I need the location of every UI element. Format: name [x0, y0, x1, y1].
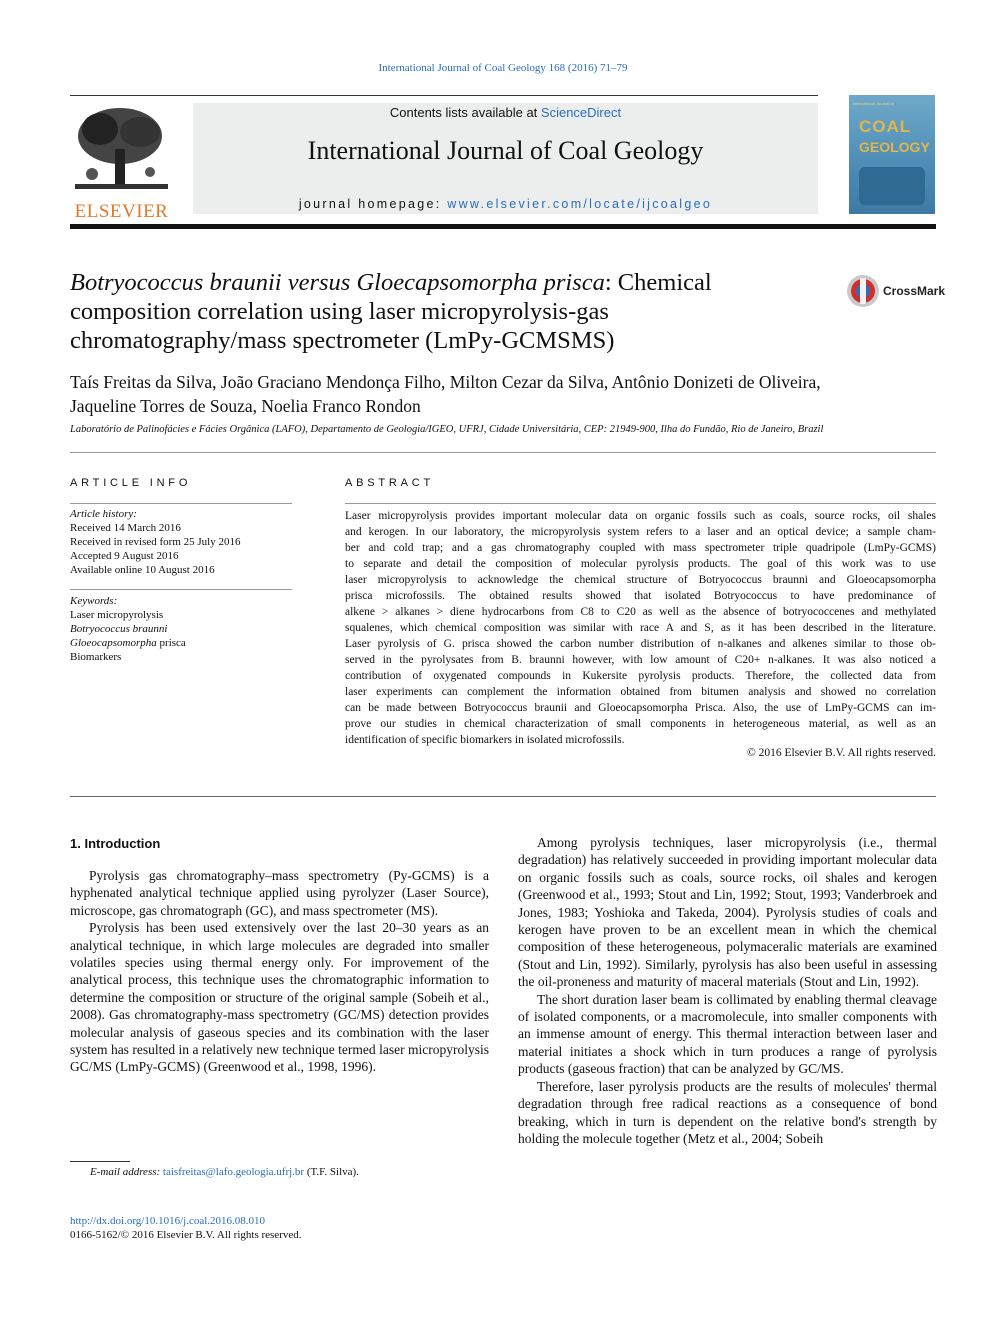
affiliation: Laboratório de Palinofácies e Fácies Orgânica (LAFO), Departamento de Geologia/IGEO, UFRJ, Cidade Universitária, CEP: 21949-900, Ilha do Fundão, Rio de Janeiro, Brazil — [70, 424, 824, 435]
authors-line1: Taís Freitas da Silva, João Graciano Mendonça Filho, Milton Cezar da Silva, Antônio Donizeti de Oliveira, — [70, 372, 821, 392]
abstract-line: to separate and detail the composition of molecular pyrolysis products. The goal of this work was to use — [345, 558, 936, 570]
email-link[interactable]: taisfreitas@lafo.geologia.ufrj.br — [162, 1166, 305, 1178]
crossmark-badge[interactable] — [846, 274, 946, 310]
journal-cover[interactable] — [849, 95, 935, 214]
authors-line2: Jaqueline Torres de Souza, Noelia Franco Rondon — [70, 396, 421, 416]
abstract-line: Laser micropyrolysis provides important molecular data on organic fossils such as coals, source rocks, oil shales — [345, 510, 936, 522]
title-line2: composition correlation using laser micropyrolysis-gas — [70, 298, 609, 325]
section-heading: 1. Introduction — [70, 836, 161, 851]
paragraph: The short duration laser beam is collimated by enabling thermal cleavage of isolated components, or a macromolecule, into smaller components with an immense amount of energy. This thermal interaction between laser and material initiates a shock which in turn produces a range of pyrolysis products (gaseous fraction) that can be analyzed by GC/MS. — [518, 991, 937, 1077]
keywords-label: Keywords: — [70, 595, 118, 607]
paragraph: Therefore, laser pyrolysis products are the results of molecules' thermal degradation through free radical reactions as a consequence of bond breaking, which in turn is dependent on the relative bond's strength by holding the molecule together (Metz et al., 2004; Sobeih — [518, 1078, 937, 1146]
cover-title-geology: GEOLOGY — [859, 139, 930, 155]
abstract-line: served in the pyrolysates from B. braunni however, with low amount of C20+ n-alkanes. It was also noticed a — [345, 654, 936, 666]
abstract-line: laser micropyrolysis to acknowledge the chemical structure of Botryococcus braunni and Gloeocapsomorpha — [345, 574, 936, 586]
sciencedirect-link[interactable]: ScienceDirect — [540, 105, 622, 120]
body-left-column — [70, 867, 489, 1076]
abstract-line: identification of specific biomarkers in isolated microfossils. — [345, 734, 625, 746]
keyword-item: Laser micropyrolysis — [70, 609, 164, 621]
abstract-line: alkene > alkanes > diene hydrocarbons from C8 to C20 as well as the absence of botryococcenes and methylated — [345, 606, 936, 618]
keyword-italic: Gloeocapsomorpha — [70, 637, 157, 649]
keyword-rest: prisca — [156, 637, 186, 649]
paragraph: Among pyrolysis techniques, laser micropyrolysis (i.e., thermal degradation) has relatively succeeded in providing important molecular data on organic fossils such as coals, source rocks, oil shales and kerogen (Greenwood et al., 1993; Stout and Lin, 1992; Stout, 1993; Vanderbroek and Jones, 1983; Yoshioka and Takeda, 2004). Pyrolysis studies of coals and kerogen have proven to be an excellent mean in which the chemical composition of these heterogeneous, polymaceralic materials are examined (Stout and Lin, 1992). Similarly, pyrolysis has also been useful in assessing the oil-proneness and maturity of maceral materials (Stout and Lin, 1992). — [518, 835, 937, 990]
contents-available — [193, 105, 818, 120]
homepage-prefix: journal homepage: — [298, 197, 448, 211]
homepage-link[interactable]: www.elsevier.com/locate/ijcoalgeo — [447, 197, 713, 211]
title-species: Botryococcus braunii versus Gloecapsomorpha prisca — [70, 269, 605, 296]
keyword-item — [70, 636, 292, 650]
article-info-rule — [70, 503, 292, 504]
footnote-email — [90, 1166, 359, 1178]
elsevier-wordmark: ELSEVIER — [74, 201, 169, 222]
keyword-item: Biomarkers — [70, 651, 122, 663]
email-rest: (T.F. Silva). — [304, 1166, 359, 1178]
abstract-rule — [345, 503, 936, 504]
author-list — [70, 370, 936, 418]
journal-citation[interactable]: International Journal of Coal Geology 168 (2016) 71–79 — [378, 62, 628, 74]
keyword-item: Botryococcus braunni — [70, 623, 168, 635]
cover-title-coal: COAL — [859, 117, 912, 136]
cover-rock-image — [859, 167, 925, 205]
abstract-line: can be made between Botryococcus braunii and Gloeocapsomorpha Prisca. Also, the use of LmPy-GCMS can im- — [345, 702, 936, 714]
abstract-line: laser experiments can complement the information obtained from bitumen analysis and showed no correlation — [345, 686, 936, 698]
journal-title: International Journal of Coal Geology — [307, 136, 704, 165]
abstract-line: prove our studies in chemical characterization of small components in heterogeneous material, as well as an — [345, 718, 936, 730]
header-thick-rule — [70, 224, 936, 229]
crossmark-label: CrossMark — [883, 284, 946, 298]
title-line3: chromatography/mass spectrometer (LmPy-GCMSMS) — [70, 327, 615, 354]
abstract-line: contribution of oxygenated compounds in Kukersite pyrolysis products. Therefore, the collected data from — [345, 670, 936, 682]
keywords — [70, 594, 292, 664]
abstract-line: prisca microfossils. The obtained results showed that isolated Botryococcus to have predominance of — [345, 590, 936, 602]
crossmark-icon — [846, 274, 880, 308]
contents-prefix: Contents lists available at — [389, 105, 541, 120]
history-label: Article history: — [70, 508, 137, 520]
article-info-heading: ARTICLE INFO — [70, 477, 192, 489]
email-label: E-mail address: — [90, 1166, 163, 1178]
cover-subtitle: International Journal of — [853, 101, 894, 106]
body-right-column — [518, 834, 937, 1147]
issn-line: 0166-5162/© 2016 Elsevier B.V. All rights reserved. — [70, 1229, 302, 1241]
doi-link[interactable]: http://dx.doi.org/10.1016/j.coal.2016.08.010 — [70, 1215, 266, 1227]
journal-homepage — [193, 197, 818, 211]
footnote-rule — [70, 1161, 130, 1162]
elsevier-logo — [70, 104, 173, 222]
abstract-line: and kerogen. In our laboratory, the micropyrolysis system refers to a laser and an optical device; a sample cham- — [345, 526, 936, 538]
abstract-line: squalenes, which chemical composition was similar with race A and S, as it has been described in the literature. — [345, 622, 936, 634]
abstract-heading: ABSTRACT — [345, 477, 435, 489]
article-title — [70, 268, 760, 355]
abstract-line: ber and cold trap; and a gas chromatography coupled with mass spectrometer triple quadripole (LmPy-GCMS) — [345, 542, 936, 554]
paragraph: Pyrolysis has been used extensively over the last 20–30 years as an analytical technique, in which large molecules are degraded into smaller volatiles species using thermal energy only. For improvement of the analytical process, this technique uses the chromatographic information to determine the composition or structure of the original sample (Sobeih et al., 2008). Gas chromatography-mass spectrometry (GC/MS) detection provides molecular analysis of gaseous species and its combination with the laser system has resulted in a relatively new technique termed laser micropyrolysis GC/MS (LmPy-GCMS) (Greenwood et al., 1998, 1996). — [70, 920, 489, 1075]
header-top-rule — [70, 95, 818, 96]
abstract-bottom-rule — [70, 796, 936, 797]
history-online: Available online 10 August 2016 — [70, 564, 215, 576]
abstract-copyright: © 2016 Elsevier B.V. All rights reserved. — [747, 747, 936, 759]
affiliation-rule — [70, 452, 936, 453]
history-revised: Received in revised form 25 July 2016 — [70, 536, 241, 548]
elsevier-tree-icon — [70, 104, 173, 194]
history-received: Received 14 March 2016 — [70, 522, 181, 534]
title-line1-rest: : Chemical — [604, 269, 712, 296]
history-accepted: Accepted 9 August 2016 — [70, 550, 179, 562]
paragraph: Pyrolysis gas chromatography–mass spectrometry (Py-GCMS) is a hyphenated analytical technique applied using pyrolyzer (Laser Source), microscope, gas chromatograph (GC), and mass spectrometer (MS). — [70, 868, 489, 918]
article-history — [70, 507, 292, 577]
abstract-line: Laser pyrolysis of G. prisca showed the carbon number distribution of n-alkanes and alkenes similar to those ob- — [345, 638, 936, 650]
keywords-rule — [70, 589, 292, 590]
abstract-text — [345, 508, 936, 748]
